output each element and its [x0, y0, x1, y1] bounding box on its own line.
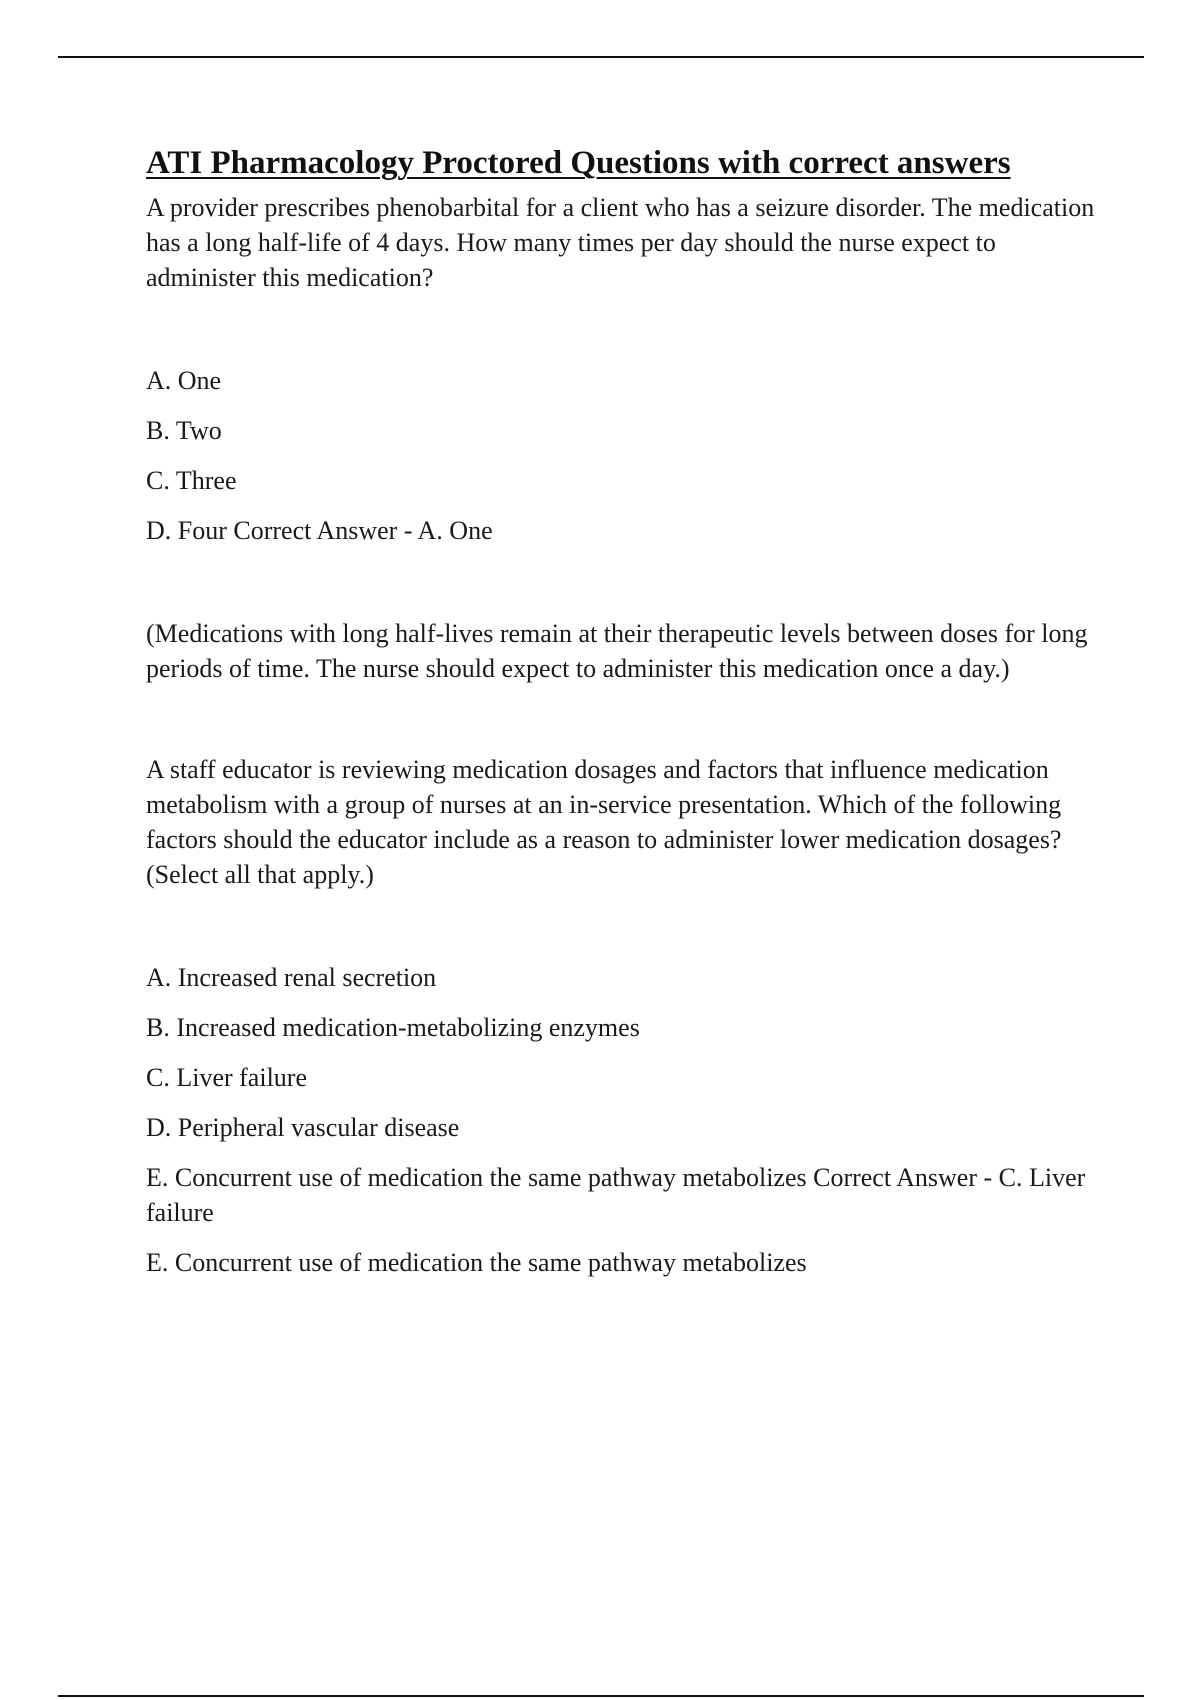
question-2-option-d: D. Peripheral vascular disease: [146, 1113, 460, 1142]
footer-rule: [58, 1695, 1144, 1697]
question-1-option-a: A. One: [146, 366, 222, 395]
question-2-option-c: C. Liver failure: [146, 1063, 307, 1092]
question-2-option-b: B. Increased medication-metabolizing enzymes: [146, 1013, 640, 1042]
question-2-option-a: A. Increased renal secretion: [146, 963, 437, 992]
question-2-stem: A staff educator is reviewing medication dosages and factors that influence medication metabolism with a group of nurses at an in-service presentation. Which of the following factors should the educator include as a reason to administer lower medication dosages? (Select all that apply.): [146, 755, 1062, 889]
question-1-option-d-answer: D. Four Correct Answer - A. One: [146, 516, 493, 545]
question-2-option-e-answer: E. Concurrent use of medication the same pathway metabolizes Correct Answer - C. Liver failure: [146, 1163, 1086, 1227]
question-1-option-c: C. Three: [146, 466, 237, 495]
question-1-option-b: B. Two: [146, 416, 222, 445]
question-1-stem: A provider prescribes phenobarbital for a client who has a seizure disorder. The medication has a long half-life of 4 days. How many times per day should the nurse expect to administer this medication?: [146, 193, 1095, 292]
header-rule: [58, 56, 1144, 58]
question-1-rationale: (Medications with long half-lives remain at their therapeutic levels between doses for long periods of time. The nurse should expect to administer this medication once a day.): [146, 619, 1088, 683]
document-body: [146, 140, 1106, 1280]
document-title: ATI Pharmacology Proctored Questions with correct answers: [146, 145, 1011, 181]
question-2-answer-e: E. Concurrent use of medication the same pathway metabolizes: [146, 1248, 807, 1277]
